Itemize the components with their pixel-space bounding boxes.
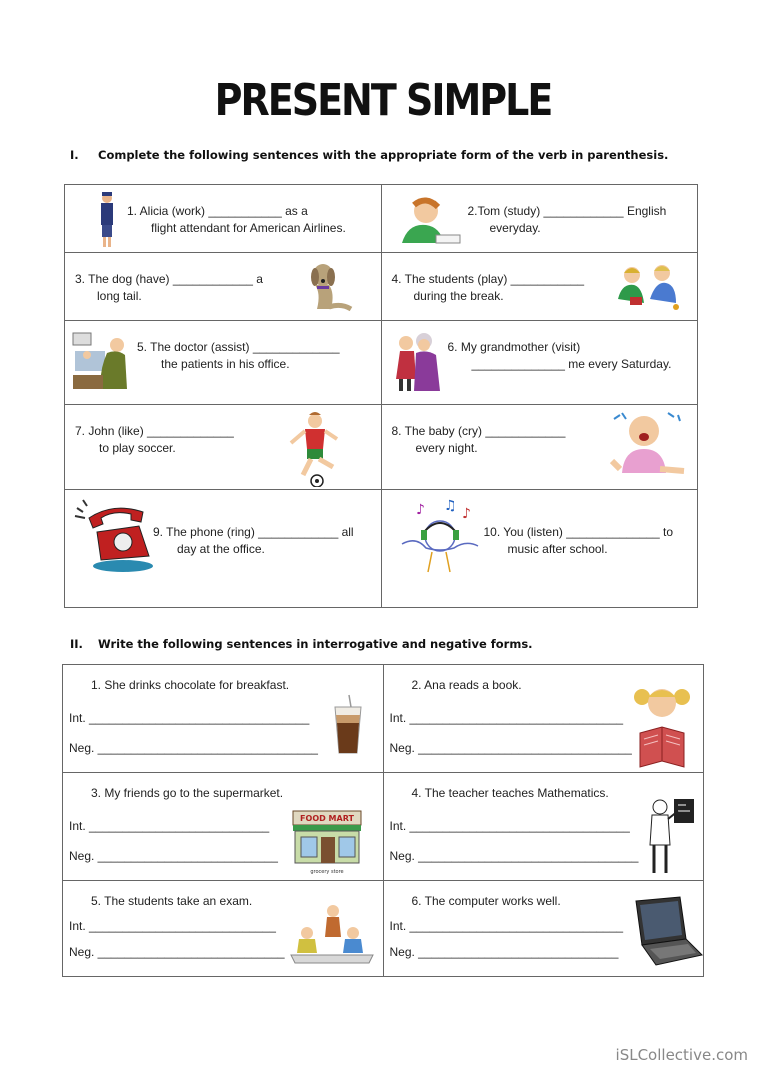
section2-instruction: [70, 637, 533, 651]
exercise2-cell-4: [383, 773, 704, 881]
dog-icon: [301, 259, 357, 313]
section1-number: I.: [70, 148, 79, 162]
svg-text:♪: ♪: [415, 502, 425, 518]
exercise2-item-6-int-line: Int. ________________________________: [389, 919, 624, 933]
exercise1-cell-4: [381, 253, 698, 321]
exercise2-item-4-sentence: 4. The teacher teaches Mathematics.: [411, 786, 609, 800]
section1-instruction-text: Complete the following sentences with the appropriate form of the verb in parenthesis.: [98, 148, 669, 162]
store-sign: FOOD MART: [300, 814, 354, 823]
exercise2-item-3-int-line: Int. ___________________________: [69, 819, 270, 833]
exercise1-item-5-line1: 5. The doctor (assist) _____________: [137, 340, 340, 354]
exercise1-cell-1: [65, 185, 382, 253]
supermarket-icon: [291, 807, 363, 875]
exercise1-item-4-line1: 4. The students (play) ___________: [391, 272, 585, 286]
exercise2-item-1-int-line: Int. _________________________________: [69, 711, 310, 725]
exercise2-item-3-neg-line: Neg. ___________________________: [69, 849, 278, 863]
children-playing-icon: [610, 259, 686, 313]
music-listener-icon: [396, 496, 482, 576]
exercise1-item-7-line1: 7. John (like) _____________: [75, 424, 234, 438]
laptop-icon: [630, 895, 704, 969]
exercise1-item-10-line2: music after school.: [507, 542, 608, 556]
exercise2-item-3-sentence: 3. My friends go to the supermarket.: [91, 786, 284, 800]
crying-baby-icon: [608, 409, 688, 481]
exercise1-item-1-line1: 1. Alicia (work) ___________ as a: [127, 204, 308, 218]
exercise2-cell-2: [383, 665, 704, 773]
exercise1-cell-6: [381, 321, 698, 405]
exercise1-item-6-line1: 6. My grandmother (visit): [447, 340, 581, 354]
exercise1-cell-10: [381, 490, 698, 608]
exercise1-cell-8: [381, 405, 698, 490]
exercise1-item-8-line2: every night.: [415, 441, 478, 455]
exercise1-item-9-line1: 9. The phone (ring) ____________ all: [153, 525, 354, 539]
teacher-icon: [642, 797, 696, 877]
exercise1-item-3-line1: 3. The dog (have) ____________ a: [75, 272, 263, 286]
exercise2-item-6-sentence: 6. The computer works well.: [411, 894, 561, 908]
exercise2-cell-3: [63, 773, 384, 881]
exercise1-cell-2: [381, 185, 698, 253]
exercise1-item-10-line1: 10. You (listen) ______________ to: [483, 525, 673, 539]
boy-studying-icon: [396, 193, 462, 245]
exercise2-item-6-neg-line: Neg. ______________________________: [389, 945, 619, 959]
exercise1-item-9-line2: day at the office.: [177, 542, 265, 556]
exercise2-cell-1: [63, 665, 384, 773]
exercise2-cell-6: [383, 881, 704, 977]
telephone-icon: [73, 498, 159, 574]
doctor-icon: [71, 331, 131, 393]
exercise2-item-5-int-line: Int. ____________________________: [69, 919, 276, 933]
exercise1-item-7-line2: to play soccer.: [99, 441, 176, 455]
exercise2-item-1-neg-line: Neg. _________________________________: [69, 741, 318, 755]
exercise1-item-2-line1: 2.Tom (study) ____________ English: [467, 204, 667, 218]
exercise1-item-3-line2: long tail.: [97, 289, 142, 303]
flight-attendant-icon: [95, 191, 119, 249]
footer-watermark: iSLCollective.com: [615, 1046, 748, 1064]
section1-instruction: [70, 148, 668, 162]
chocolate-cup-icon: [333, 693, 363, 755]
exercise1-item-6-line2: ______________ me every Saturday.: [471, 357, 672, 371]
exercise1-table: [64, 184, 698, 608]
exercise1-cell-9: [65, 490, 382, 608]
exercise2-item-1-sentence: 1. She drinks chocolate for breakfast.: [91, 678, 290, 692]
exercise2-item-2-neg-line: Neg. ________________________________: [389, 741, 632, 755]
svg-text:♪: ♪: [461, 506, 471, 522]
exercise2-cell-5: [63, 881, 384, 977]
exercise1-item-1-line2: flight attendant for American Airlines.: [151, 221, 346, 235]
exercise1-item-8-line1: 8. The baby (cry) ____________: [391, 424, 566, 438]
exercise1-item-4-line2: during the break.: [413, 289, 504, 303]
section2-number: II.: [70, 637, 83, 651]
soccer-player-icon: [281, 409, 347, 487]
section2-instruction-text: Write the following sentences in interrogative and negative forms.: [98, 637, 533, 651]
page-title: PRESENT SIMPLE: [214, 74, 552, 126]
girl-reading-icon: [630, 683, 696, 769]
exercise1-cell-7: [65, 405, 382, 490]
exercise2-table: [62, 664, 704, 977]
exercise2-item-5-sentence: 5. The students take an exam.: [91, 894, 253, 908]
exercise1-item-5-line2: the patients in his office.: [161, 357, 290, 371]
store-caption: grocery store: [310, 869, 344, 875]
exercise2-item-2-int-line: Int. ________________________________: [389, 711, 624, 725]
exercise2-item-4-int-line: Int. _________________________________: [389, 819, 630, 833]
grandmother-icon: [392, 331, 446, 395]
svg-text:♫: ♫: [443, 498, 457, 514]
exercise2-item-5-neg-line: Neg. ____________________________: [69, 945, 285, 959]
exercise1-cell-3: [65, 253, 382, 321]
students-exam-icon: [289, 903, 375, 965]
exercise2-item-4-neg-line: Neg. _________________________________: [389, 849, 639, 863]
exercise1-cell-5: [65, 321, 382, 405]
exercise2-item-2-sentence: 2. Ana reads a book.: [411, 678, 522, 692]
exercise1-item-2-line2: everyday.: [489, 221, 541, 235]
